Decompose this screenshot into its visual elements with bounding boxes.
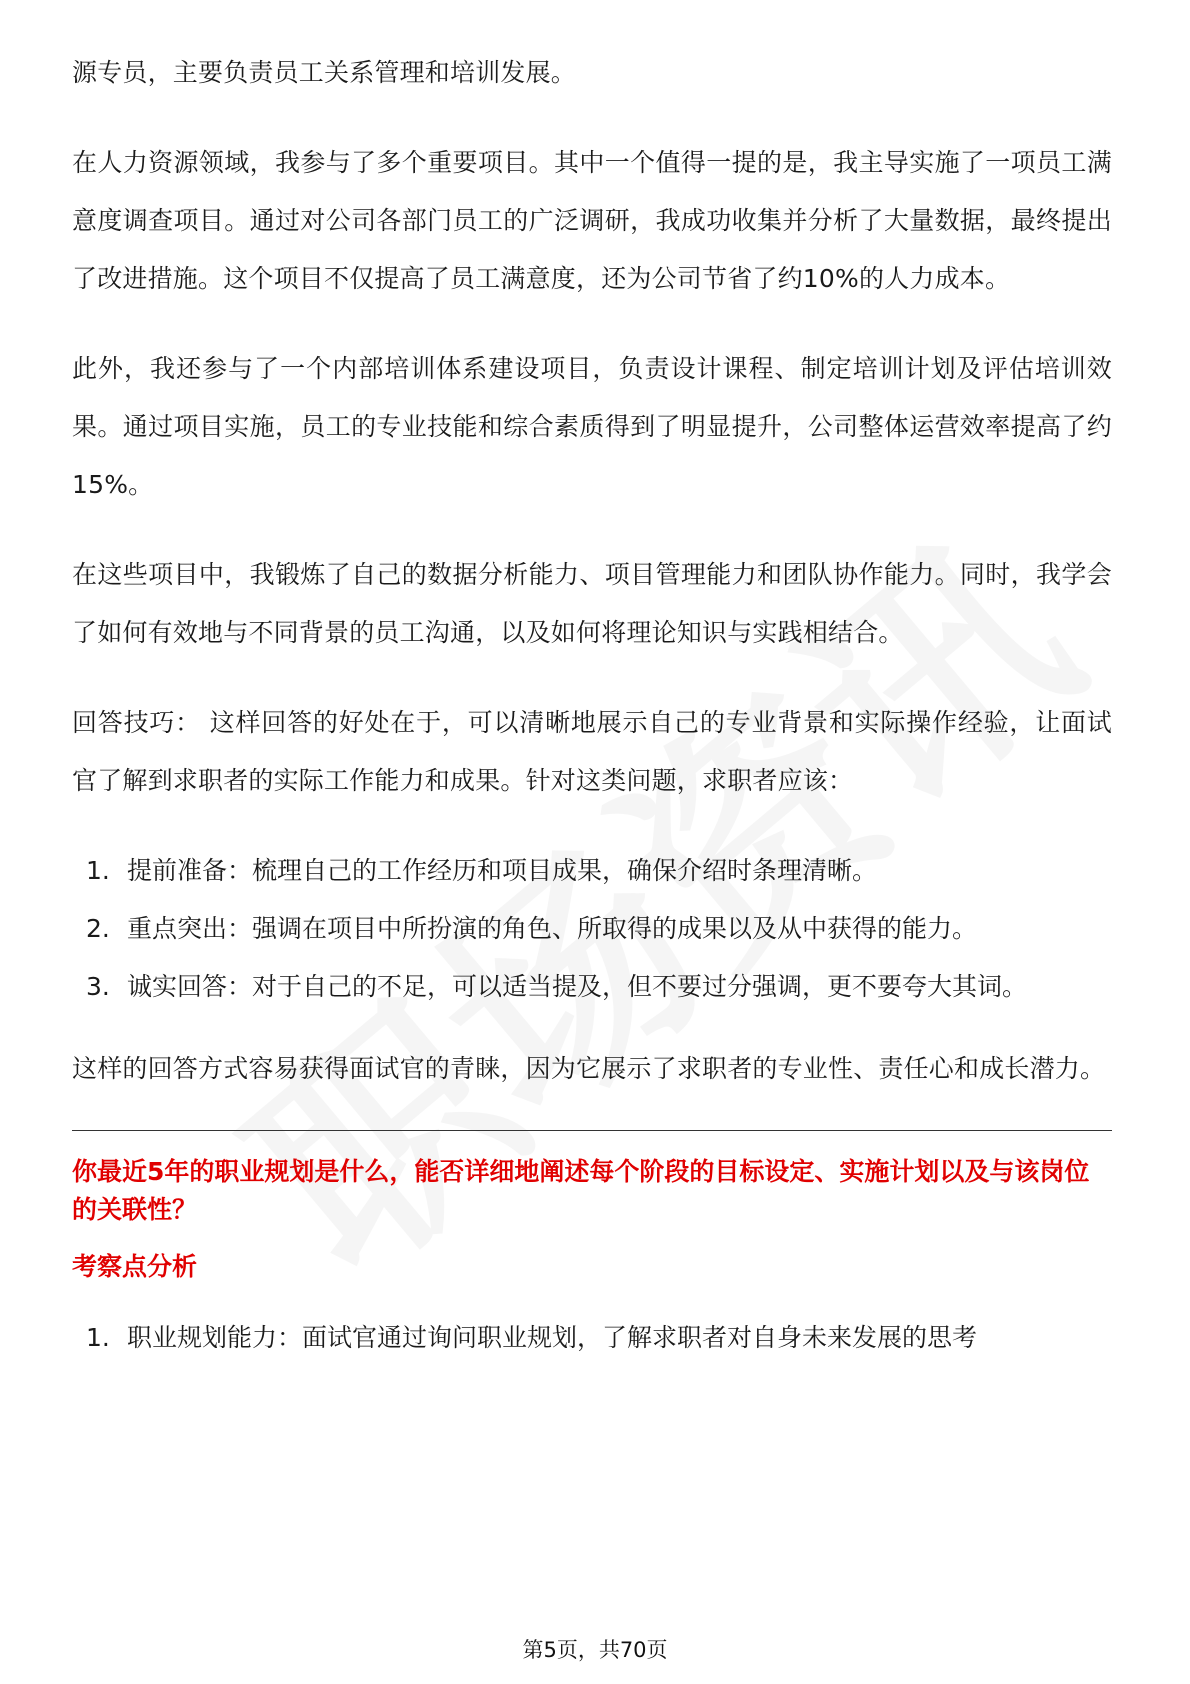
closing-paragraph: 这样的回答方式容易获得面试官的青睐，因为它展示了求职者的专业性、责任心和成长潜力。: [72, 1054, 1106, 1083]
list-item: [72, 958, 1112, 1016]
list-number: 2.: [86, 914, 110, 943]
paragraph: 此外，我还参与了一个内部培训体系建设项目，负责设计课程、制定培训计划及评估培训效果。通过项目实施，员工的专业技能和综合素质得到了明显提升，公司整体运营效率提高了约15%。: [72, 354, 1112, 499]
list-text: 诚实回答：对于自己的不足，可以适当提及，但不要过分强调，更不要夸大其词。: [127, 972, 1028, 1001]
list-item: [72, 1309, 1112, 1367]
analysis-heading: 考察点分析: [72, 1252, 198, 1281]
list-text: 职业规划能力：面试官通过询问职业规划，了解求职者对自身未来发展的思考: [127, 1323, 978, 1352]
paragraph: 在人力资源领域，我参与了多个重要项目。其中一个值得一提的是，我主导实施了一项员工满意度调查项目。通过对公司各部门员工的广泛调研，我成功收集并分析了大量数据，最终提出了改进措施。这个项目不仅提高了员工满意度，还为公司节省了约10%的人力成本。: [72, 148, 1112, 293]
analysis-list: [72, 1309, 1112, 1367]
list-item: [72, 900, 1112, 958]
page-content: [72, 44, 1112, 1391]
interview-question: 你最近5年的职业规划是什么，能否详细地阐述每个阶段的目标设定、实施计划以及与该岗位的关联性？: [72, 1157, 1090, 1224]
list-text: 重点突出：强调在项目中所扮演的角色、所取得的成果以及从中获得的能力。: [127, 914, 978, 943]
paragraph: 源专员，主要负责员工关系管理和培训发展。: [72, 58, 577, 87]
answer-tips-intro: 回答技巧： 这样回答的好处在于，可以清晰地展示自己的专业背景和实际操作经验，让面试官了解到求职者的实际工作能力和成果。针对这类问题，求职者应该：: [72, 708, 1112, 795]
paragraph: 在这些项目中，我锻炼了自己的数据分析能力、项目管理能力和团队协作能力。同时，我学会了如何有效地与不同背景的员工沟通，以及如何将理论知识与实践相结合。: [72, 560, 1112, 647]
tips-list: [72, 842, 1112, 1016]
list-text: 提前准备：梳理自己的工作经历和项目成果，确保介绍时条理清晰。: [127, 856, 878, 885]
list-item: [72, 842, 1112, 900]
section-divider: [72, 1130, 1112, 1131]
page-number-footer: 第5页，共70页: [522, 1638, 668, 1662]
list-number: 1.: [86, 1323, 110, 1352]
list-number: 3.: [86, 972, 110, 1001]
list-number: 1.: [86, 856, 110, 885]
